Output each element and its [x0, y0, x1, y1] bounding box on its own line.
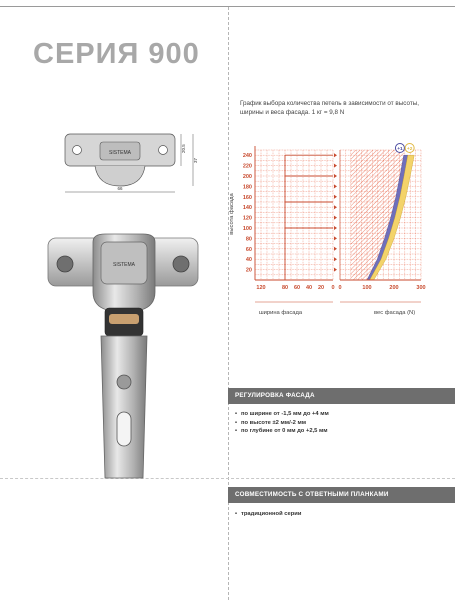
screw-hole-right [159, 146, 168, 155]
axis-marker [334, 195, 337, 199]
section-heading-compatibility: СОВМЕСТИМОСТЬ С ОТВЕТНЫМИ ПЛАНКАМИ [228, 487, 455, 503]
axis-marker [334, 268, 337, 272]
y-tick-label: 20 [245, 267, 252, 274]
dim-height-small: 20.5 [181, 144, 186, 153]
list-item: • по ширине от -1,5 мм до +4 мм [235, 410, 329, 419]
adjustment-list [235, 410, 329, 436]
y-tick-label: 240 [242, 153, 252, 160]
list-item: • по высоте ±2 мм/-2 мм [235, 419, 329, 428]
hinge-selection-chart [225, 132, 440, 322]
axis-marker [334, 205, 337, 209]
y-tick-label: 40 [245, 257, 252, 264]
dim-height-total: 37 [193, 157, 198, 163]
x-tick-label: 80 [281, 285, 289, 291]
section-heading-adjustment: РЕГУЛИРОВКА ФАСАДА [228, 388, 455, 404]
axis-marker [334, 164, 337, 168]
y-tick-label: 180 [242, 184, 252, 191]
hinge-illustration [45, 232, 205, 482]
hinge-screw-left [57, 256, 73, 272]
x-tick-label: 40 [305, 285, 313, 291]
axis-marker [334, 174, 337, 178]
page-title: СЕРИЯ 900 [33, 38, 200, 70]
x-tick-label: 20 [317, 285, 325, 291]
hinge-screw-right [173, 256, 189, 272]
x-tick-label: 120 [256, 285, 266, 291]
x-axis-title-right: вес фасада (N) [374, 310, 416, 316]
y-tick-label: 160 [242, 194, 252, 201]
legend-label: +2 [406, 147, 413, 152]
axis-marker [334, 216, 337, 220]
adjustment-screw [117, 375, 131, 389]
hinge-brand-mark: SISTEMA [113, 262, 135, 268]
cup-outline [95, 166, 145, 186]
y-axis-title: высота фасада [229, 193, 235, 235]
axis-marker [334, 257, 337, 261]
legend-label: +1 [397, 147, 403, 152]
list-item: • традиционной серии [235, 510, 301, 519]
mounting-plate-drawing [55, 128, 205, 198]
x-axis-title-left: ширина фасада [259, 310, 303, 316]
x-tick-label: 60 [293, 285, 301, 291]
axis-marker [334, 226, 337, 230]
compatibility-list [235, 510, 301, 519]
axis-marker [334, 247, 337, 251]
screw-hole-left [73, 146, 82, 155]
y-tick-label: 100 [242, 226, 252, 232]
y-tick-label: 200 [242, 174, 252, 180]
brand-mark: SISTEMA [109, 150, 131, 156]
y-tick-label: 60 [245, 246, 252, 253]
dim-width: 66 [117, 186, 123, 191]
axis-marker [334, 236, 337, 240]
hinge-spring [109, 314, 139, 324]
y-tick-label: 220 [242, 163, 252, 170]
x-tick-label: 300 [416, 285, 426, 291]
mounting-slot [117, 412, 131, 446]
y-tick-label: 120 [242, 215, 252, 222]
x-tick-label: 0 [331, 285, 335, 291]
y-tick-label: 140 [242, 205, 252, 212]
list-item: • по глубине от 0 мм до +2,5 мм [235, 427, 329, 436]
chart-caption: График выбора количества петель в зависимости от высоты, ширины и веса фасада. 1 кг = 9,8 N [240, 100, 419, 116]
hinge-arm [101, 336, 147, 478]
x-tick-label: 0 [338, 285, 342, 291]
x-tick-label: 200 [389, 285, 399, 291]
axis-marker [334, 184, 337, 188]
axis-marker [334, 153, 337, 157]
x-tick-label: 100 [362, 285, 372, 291]
y-tick-label: 80 [245, 236, 252, 243]
